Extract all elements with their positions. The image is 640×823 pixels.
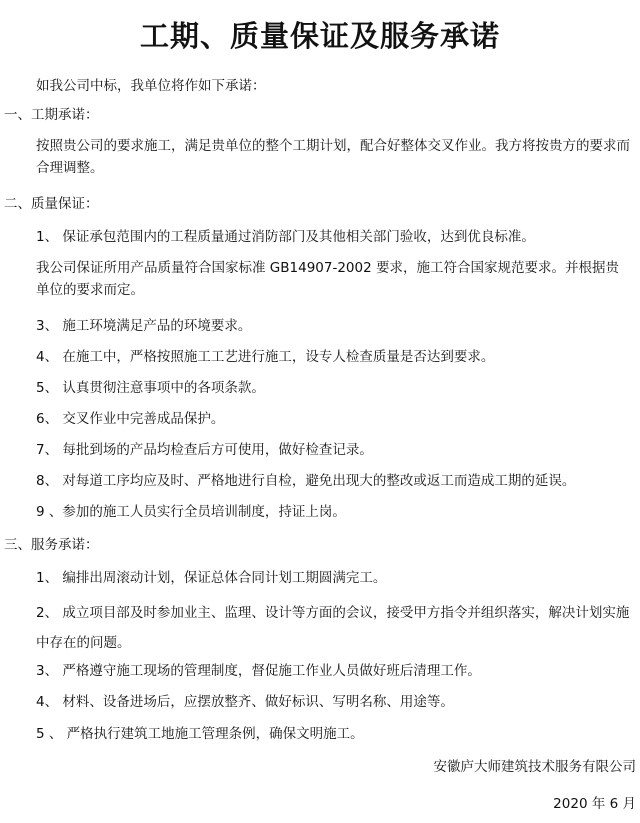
quality-item: 3、 施工环境满足产品的环境要求。 (36, 318, 252, 334)
quality-item: 6、 交叉作业中完善成品保护。 (36, 411, 225, 427)
section-heading-quality: 二、质量保证： (4, 196, 99, 212)
service-item: 4、 材料、设备进场后，应摆放整齐、做好标识、写明名称、用途等。 (36, 694, 454, 710)
section-heading-schedule: 一、工期承诺： (4, 107, 99, 123)
service-item: 2、 成立项目部及时参加业主、监理、设计等方面的会议，接受甲方指令并组织落实，解决计划实施中存在的问题。 (36, 605, 630, 651)
quality-item: 8、 对每道工序均应及时、严格地进行自检，避免出现大的整改或返工而造成工期的延误。 (36, 473, 576, 489)
schedule-paragraph: 按照贵公司的要求施工，满足贵单位的整个工期计划，配合好整体交叉作业。我方将按贵方的要求而合理调整。 (36, 138, 630, 176)
service-item: 5 、 严格执行建筑工地施工管理条例，确保文明施工。 (36, 726, 364, 742)
signature-date: 2020 年 6 月 (553, 796, 636, 812)
section-heading-service: 三、服务承诺： (4, 537, 99, 553)
quality-item: 1、 保证承包范围内的工程质量通过消防部门及其他相关部门验收，达到优良标准。 (36, 229, 535, 245)
signature-company: 安徽庐大师建筑技术服务有限公司 (433, 759, 636, 775)
quality-item: 7、 每批到场的产品均检查后方可使用，做好检查记录。 (36, 442, 373, 458)
document-title: 工期、质量保证及服务承诺 (139, 19, 500, 53)
quality-item: 9 、参加的施工人员实行全员培训制度，持证上岗。 (36, 504, 346, 520)
intro-text: 如我公司中标，我单位将作如下承诺： (36, 78, 266, 94)
quality-item: 4、 在施工中，严格按照施工工艺进行施工，设专人检查质量是否达到要求。 (36, 349, 495, 365)
quality-item: 5、 认真贯彻注意事项中的各项条款。 (36, 380, 265, 396)
service-item: 3、 严格遵守施工现场的管理制度，督促施工作业人员做好班后清理工作。 (36, 663, 481, 679)
service-item: 1、 编排出周滚动计划，保证总体合同计划工期圆满完工。 (36, 570, 387, 586)
quality-item: 我公司保证所用产品质量符合国家标准 GB14907-2002 要求，施工符合国家规范要求。并根据贵单位的要求而定。 (36, 260, 619, 298)
